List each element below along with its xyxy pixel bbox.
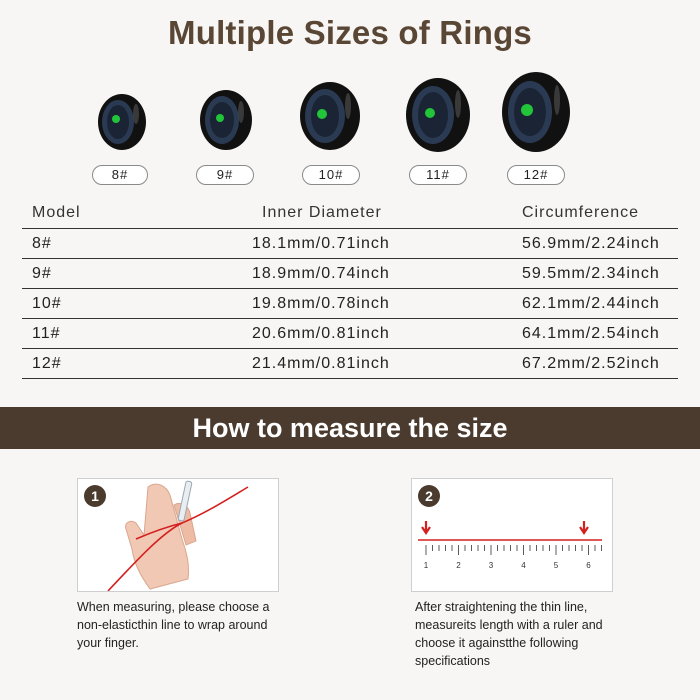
- cell-inner-diameter: 18.9mm/0.74inch: [252, 259, 492, 289]
- table-row: [22, 319, 678, 349]
- size-table: [22, 198, 678, 379]
- cell-circumference: 62.1mm/2.44inch: [492, 289, 678, 319]
- cell-model: 8#: [22, 229, 252, 259]
- hand-measuring-icon: [78, 479, 278, 591]
- step-1-illustration: [77, 478, 279, 592]
- cell-circumference: 56.9mm/2.24inch: [492, 229, 678, 259]
- table-header-row: [22, 198, 678, 229]
- cell-model: 12#: [22, 349, 252, 379]
- cell-circumference: 64.1mm/2.54inch: [492, 319, 678, 349]
- table-row: [22, 289, 678, 319]
- table-row: [22, 349, 678, 379]
- ring-image-12: [500, 70, 572, 154]
- step-1-badge: 1: [84, 485, 106, 507]
- cell-model: 10#: [22, 289, 252, 319]
- page-title: Multiple Sizes of Rings: [168, 14, 532, 51]
- ring-size-tag-12: 12#: [507, 165, 565, 185]
- cell-model: 11#: [22, 319, 252, 349]
- ruler-label: 3: [488, 561, 494, 570]
- ring-image-8: [96, 92, 148, 152]
- ring-image-10: [298, 80, 362, 152]
- ring-size-tag-10: 10#: [302, 165, 360, 185]
- column-header-inner-diameter: Inner Diameter: [262, 204, 382, 221]
- cell-inner-diameter: 20.6mm/0.81inch: [252, 319, 492, 349]
- ring-size-tag-11: 11#: [409, 165, 467, 185]
- table-row: [22, 259, 678, 289]
- ring-gallery: [0, 66, 700, 186]
- column-header-model: Model: [32, 204, 81, 221]
- step-2-badge: 2: [418, 485, 440, 507]
- ruler-label: 5: [553, 561, 559, 570]
- ring-size-tag-8: 8#: [92, 165, 148, 185]
- ruler-label: 2: [456, 561, 461, 570]
- step-2-illustration: [411, 478, 613, 592]
- column-header-circumference: Circumference: [522, 204, 640, 221]
- ring-size-tag-9: 9#: [196, 165, 254, 185]
- ruler-label: 1: [423, 561, 429, 570]
- ring-image-11: [404, 76, 472, 154]
- cell-inner-diameter: 21.4mm/0.81inch: [252, 349, 492, 379]
- cell-circumference: 67.2mm/2.52inch: [492, 349, 678, 379]
- cell-inner-diameter: 18.1mm/0.71inch: [252, 229, 492, 259]
- measure-section-heading: How to measure the size: [0, 407, 700, 449]
- ring-image-9: [198, 88, 254, 152]
- cell-circumference: 59.5mm/2.34inch: [492, 259, 678, 289]
- ruler-label: 4: [521, 561, 526, 570]
- step-1-caption: When measuring, please choose a non-elasticthin line to wrap around your finger.: [77, 600, 270, 650]
- cell-model: 9#: [22, 259, 252, 289]
- table-row: [22, 229, 678, 259]
- step-2-caption: After straightening the thin line, measureits length with a ruler and choose it againstthe following specifications: [415, 600, 603, 668]
- ruler-label: 6: [586, 561, 591, 570]
- cell-inner-diameter: 19.8mm/0.78inch: [252, 289, 492, 319]
- ruler-icon: [412, 479, 612, 591]
